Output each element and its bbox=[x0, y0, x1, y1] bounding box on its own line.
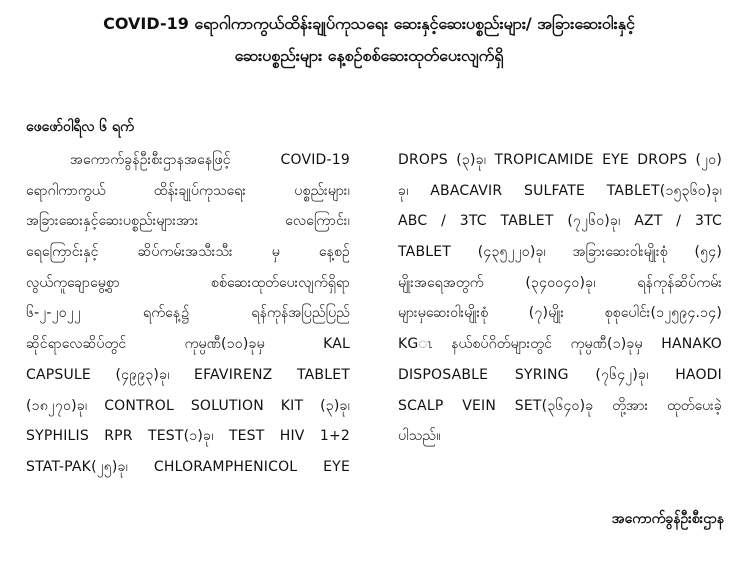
body-line: DISPOSABLE SYRING (၇၆၄၂)ခု၊ HAODI bbox=[398, 366, 722, 383]
body-line: ခု၊ ABACAVIR SULFATE TABLET(၁၅၃၆၀)ခု၊ bbox=[398, 182, 722, 199]
title-line: COVID-19 ရောဂါကာကွယ်ထိန်းချုပ်ကုသရေး ဆေးနှင့်ဆေးပစ္စည်းများ/ အခြားဆေးဝါးနှင့် bbox=[103, 14, 635, 33]
body-line: အခြားဆေးနှင့်ဆေးပစ္စည်းများအား လေကြောင်း၊ bbox=[26, 213, 350, 230]
dateline: ဖေဖော်ဝါရီလ ၆ ရက် bbox=[26, 119, 134, 135]
body-line: လွယ်ကူချောမွေ့စွာ စစ်ဆေးထုတ်ပေးလျက်ရှိရာ bbox=[26, 274, 350, 291]
body-line: ၆-၂-၂၀၂၂ ရက်နေ့၌ ရန်ကုန်အပြည်ပြည် bbox=[26, 305, 350, 322]
body-line: (၁၈၂၇၀)ခု၊ CONTROL SOLUTION KIT (၃)ခု၊ bbox=[26, 397, 350, 414]
body-line: ဆိုင်ရာလေဆိပ်တွင် ကုမ္ပဏီ(၁၀)ခုမှ KAL bbox=[26, 336, 350, 353]
body-line: KGၤ နယ်စပ်ဂိတ်များတွင် ကုမ္ပဏီ(၁)ခုမှ HANAKO bbox=[398, 336, 722, 353]
body-line: ABC / 3TC TABLET (၇၂၆၀)ခု၊ AZT / 3TC bbox=[398, 213, 722, 230]
body-column-right bbox=[398, 149, 722, 456]
body-line: STAT-PAK(၂၅)ခု၊ CHLORAMPHENICOL EYE bbox=[26, 458, 350, 475]
body-line: များမှဆေးဝါးမျိုးစုံ (၇)မျိုး စုစုပေါင်း(၁၂၅၉၄.၁၄) bbox=[398, 305, 722, 322]
body-line: SCALP VEIN SET(၃၆၄၀)ခု တို့အား ထုတ်ပေးခဲ့ bbox=[398, 397, 722, 414]
body-line: CAPSULE (၄၉၉၃)ခု၊ EFAVIRENZ TABLET bbox=[26, 366, 350, 383]
signature: အကောက်ခွန်ဦးစီးဌာန bbox=[611, 511, 724, 527]
body-line: ရေကြောင်းနှင့် ဆိပ်ကမ်းအသီးသီး မှ နေ့စဉ် bbox=[26, 244, 350, 261]
body-line: ပါသည်။ bbox=[398, 428, 441, 445]
body-line: ရောဂါကာကွယ် ထိန်းချုပ်ကုသရေး ပစ္စည်းများ၊ bbox=[26, 182, 350, 199]
title-line: ဆေးပစ္စည်းများ နေ့စဉ်စစ်ဆေးထုတ်ပေးလျက်ရှိ bbox=[234, 46, 504, 65]
body-line: အကောက်ခွန်ဦးစီးဌာနအနေဖြင့် COVID-19 bbox=[70, 152, 350, 168]
document-title bbox=[14, 8, 724, 72]
body-line: SYPHILIS RPR TEST(၁)ခု၊ TEST HIV 1+2 bbox=[26, 428, 350, 445]
body-column-left bbox=[26, 149, 350, 487]
body-line: DROPS (၃)ခု၊ TROPICAMIDE EYE DROPS (၂၀) bbox=[398, 152, 722, 168]
body-line: TABLET (၄၃၅၂၂၀)ခု၊ အခြားဆေးဝါးမျိုးစုံ (၅၄) bbox=[398, 244, 722, 261]
body-line: မျိုးအရေအတွက် (၃၄၀၀၄၀)ခု၊ ရန်ကုန်ဆိပ်ကမ်း bbox=[398, 274, 722, 291]
